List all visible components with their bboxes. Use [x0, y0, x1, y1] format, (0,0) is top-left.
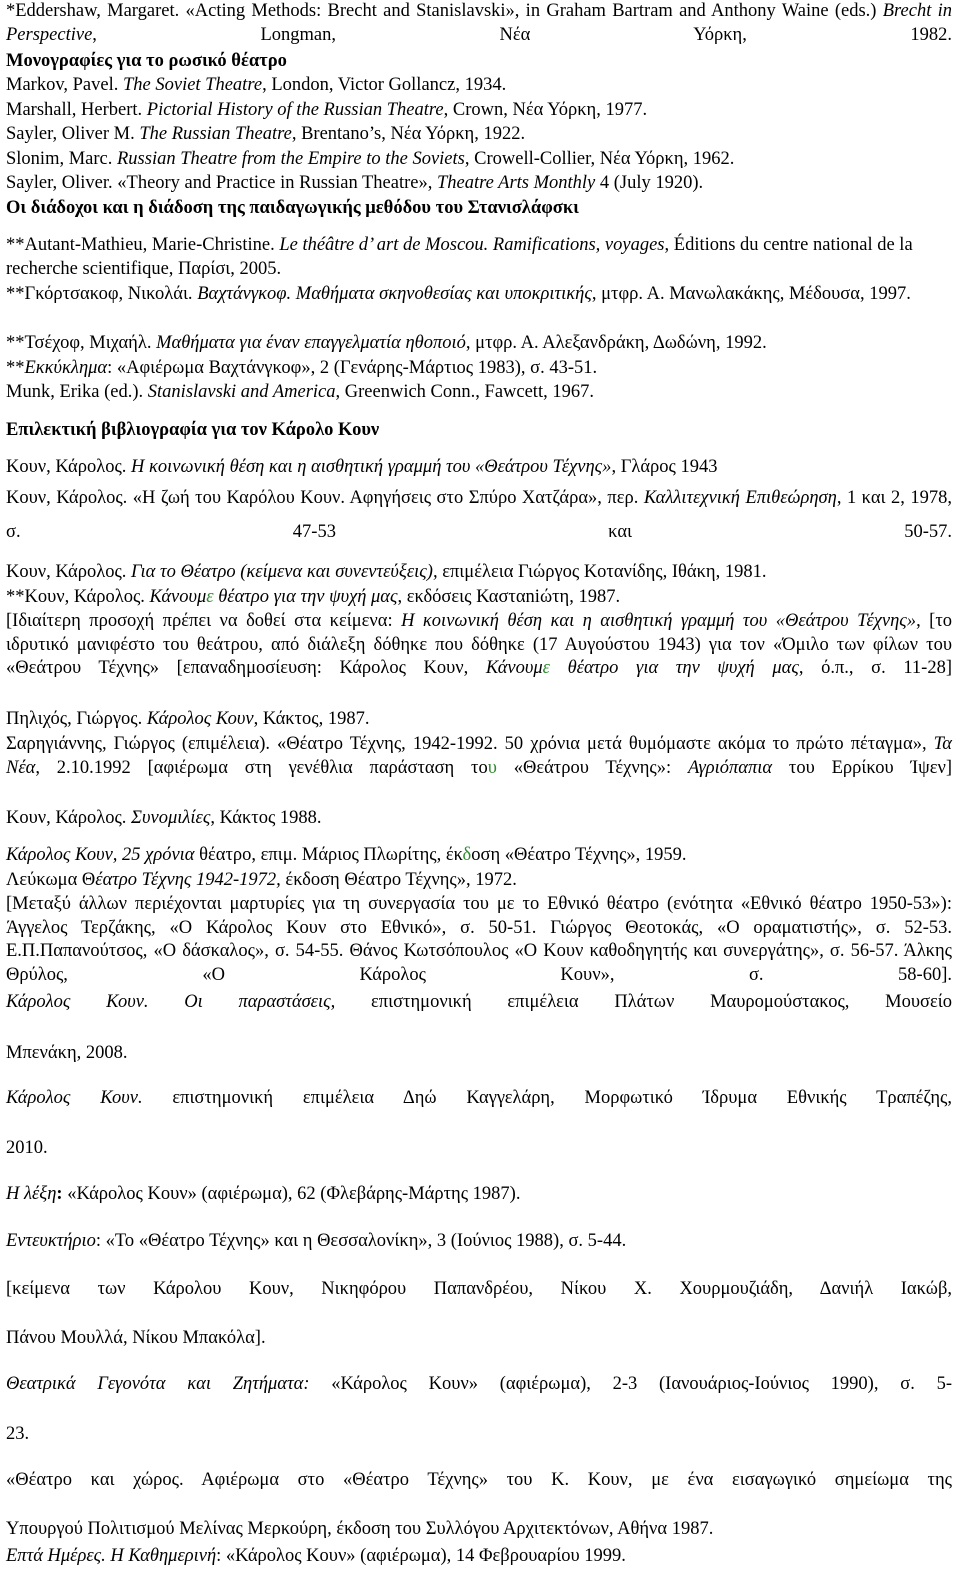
bib-entry-eddershaw: *Eddershaw, Margaret. «Acting Methods: Brecht and Stanislavski», in Graham Bartram and Anthony Waine (eds.) Brecht in Perspective, Longman, Νέα Υόρκη, 1982. [6, 1, 952, 45]
bib-entry-gorchakov: **Γκόρτσακοφ, Νικολάι. Βαχτάνγκοφ. Μαθήματα σκηνοθεσίας και υποκριτικής, μτφρ. Α. Μανωλακάκης, Μέδουσα, 1997. [6, 284, 911, 304]
section-heading-russian-theatre: Μονογραφίες για το ρωσικό θέατρο [6, 51, 287, 71]
bib-entry-performances: Κάρολος Κουν. Οι παραστάσεις, επιστημονική επιμέλεια Πλάτων Μαυρομούστακος, Μουσείο [6, 992, 952, 1012]
note-koun-texts: [Ιδιαίτερη προσοχή πρέπει να δοθεί στα κείμενα: Η κοινωνική θέση και η αισθητική γραμμή του «Θεάτρου Τέχνης», [το ιδρυτικό μανιφέστο του θεάτρου, από διάλεξη δόθηκε που δόθηκε (17 Αυγούστου 1943) για τον «Όμιλο των φίλων του «Θεάτρου Τέχνης» [επαναδημοσίευση: Κάρολος Κουν, Κάνουμε θέατρο για την ψυχή μας, ό.π., σ. 11-28] [6, 611, 952, 678]
bib-entry-pilichos: Πηλιχός, Γιώργος. Κάρολος Κουν, Κάκτος, 1987. [6, 709, 370, 729]
bib-entry-performances-cont: Μπενάκη, 2008. [6, 1043, 128, 1063]
bib-entry-koun-1987: **Κουν, Κάρολος. Κάνουμε θέατρο για την ψυχή μας, εκδόσεις Κασταniώτη, 1987. [6, 587, 621, 607]
bib-entry-koun-1988: Κουν, Κάρολος. Συνομιλίες, Κάκτος 1988. [6, 808, 322, 828]
bib-entry-epta-imeres: Επτά Ημέρες. Η Καθημερινή: «Κάρολος Κουν» (αφιέρωμα), 14 Φεβρουαρίου 1999. [6, 1546, 626, 1566]
bib-entry-sayler-1922: Sayler, Oliver M. The Russian Theatre, Brentano’s, Νέα Υόρκη, 1922. [6, 124, 526, 144]
note-national-theatre: [Μεταξύ άλλων περιέχονται μαρτυρίες για τη συνεργασία του με το Εθνικό θέατρο (ενότητα «Εθνικό θέατρο 1950-53»): Άγγελος Τερζάκης, «Ο Κάρολος Κουν στο Εθνικό», σ. 50-51. Γιώργος Θεοτοκάς, «Ο οραματιστής», σ. 52-53. Ε.Π.Παπανούτσος, «Ο δάσκαλος», σ. 54-55. Θάνος Κωτσόπουλος «Ο Κουν καθοδηγητής και συνεργάτης», σ. 56-57. Άλκης Θρύλος, «Ο Κάρολος Κουν», σ. 58-60]. [6, 894, 952, 985]
bib-entry-markov: Markov, Pavel. The Soviet Theatre, London, Victor Gollancz, 1934. [6, 75, 507, 95]
bib-entry-kaggelari: Κάρολος Κουν. επιστημονική επιμέλεια Δηώ Καγγελάρη, Μορφωτικό Ίδρυμα Εθνικής Τραπέζης, [6, 1088, 952, 1108]
note-enteuktirio-authors: [κείμενα των Κάρολου Κουν, Νικηφόρου Παπανδρέου, Νίκου Χ. Χουρμουζιάδη, Δανιήλ Ιακώβ, [6, 1279, 952, 1299]
section-heading-koun: Επιλεκτική βιβλιογραφία για τον Κάρολο Κουν [6, 420, 380, 440]
bib-entry-ekkyklima: **Εκκύκλημα: «Αφιέρωμα Βαχτάνγκοφ», 2 (Γενάρης-Μάρτιος 1983), σ. 43-51. [6, 358, 598, 378]
bib-entry-koun-1981: Κουν, Κάρολος. Για το Θέατρο (κείμενα και συνεντεύξεις), επιμέλεια Γιώργος Κοτανίδης, Ιθάκη, 1981. [6, 562, 767, 582]
bib-entry-slonim: Slonim, Marc. Russian Theatre from the Empire to the Soviets, Crowell-Collier, Νέα Υόρκη, 1962. [6, 149, 735, 169]
bib-entry-album: Λεύκωμα Θέατρο Τέχνης 1942-1972, έκδοση Θέατρο Τέχνης», 1972. [6, 870, 517, 890]
bib-entry-marshall: Marshall, Herbert. Pictorial History of the Russian Theatre, Crown, Νέα Υόρκη, 1977. [6, 100, 648, 120]
bib-entry-sarigiannis: Σαρηγιάννης, Γιώργος (επιμέλεια). «Θέατρο Τέχνης, 1942-1992. 50 χρόνια μετά θυμόμαστε ακόμα το πρώτο πέταγμα», Τα Νέα, 2.10.1992 [αφιέρωμα στη γενέθλια παράσταση του «Θεάτρου Τέχνης»: Αγριόπαπια του Ερρίκου Ίψεν] [6, 734, 952, 778]
bib-entry-theatro-kai-xoros: «Θέατρο και χώρος. Αφιέρωμα στο «Θέατρο Τέχνης» του Κ. Κουν, με ένα εισαγωγικό σημείωμα της [6, 1470, 952, 1490]
section-heading-successors: Οι διάδοχοι και η διάδοση της παιδαγωγικής μεθόδου του Στανισλάφσκι [6, 198, 579, 218]
bib-entry-25-years: Κάρολος Κουν, 25 χρόνια θέατρο, επιμ. Μάριος Πλωρίτης, έκδοση «Θέατρο Τέχνης», 1959. [6, 845, 687, 865]
bib-entry-theatrika-gegonota: Θεατρικά Γεγονότα και Ζητήματα: «Κάρολος Κουν» (αφιέρωμα), 2-3 (Ιανουάριος-Ιούνιος 1990), σ. 5- [6, 1374, 952, 1394]
bib-entry-munk: Munk, Erika (ed.). Stanislavski and America, Greenwich Conn., Fawcett, 1967. [6, 382, 594, 402]
bib-entry-sayler-1920: Sayler, Oliver. «Theory and Practice in Russian Theatre», Theatre Arts Monthly 4 (July 1920). [6, 173, 704, 193]
bib-entry-i-lexi: Η λέξη: «Κάρολος Κουν» (αφιέρωμα), 62 (Φλεβάρης-Μάρτης 1987). [6, 1184, 521, 1204]
bib-entry-chekhov: **Τσέχοφ, Μιχαήλ. Μαθήματα για έναν επαγγελματία ηθοποιό, μτφρ. Α. Αλεξανδράκη, Δωδώνη, 1992. [6, 333, 767, 353]
bib-entry-autant-mathieu: **Autant-Mathieu, Marie-Christine. Le théâtre d’ art de Moscou. Ramifications, voyages, Éditions du centre national de la recherche scientifique, Παρίσι, 2005. [6, 235, 913, 279]
bib-entry-enteuktirio: Εντευκτήριο: «Το «Θέατρο Τέχνης» και η Θεσσαλονίκη», 3 (Ιούνιος 1988), σ. 5-44. [6, 1231, 627, 1251]
bib-entry-theatro-kai-xoros-cont: Υπουργού Πολιτισμού Μελίνας Μερκούρη, έκδοση του Συλλόγου Αρχιτεκτόνων, Αθήνα 1987. [6, 1519, 714, 1539]
bib-entry-koun-1978: Κουν, Κάρολος. «Η ζωή του Καρόλου Κουν. Αφηγήσεις στο Σπύρο Χατζάρα», περ. Καλλιτεχνική Επιθεώρηση, 1 και 2, 1978, σ. 47-53 και 50-57. [6, 488, 952, 542]
bib-entry-kaggelari-cont: 2010. [6, 1138, 48, 1158]
bib-entry-theatrika-gegonota-cont: 23. [6, 1424, 30, 1444]
bib-entry-koun-1943: Κουν, Κάρολος. Η κοινωνική θέση και η αισθητική γραμμή του «Θεάτρου Τέχνης», Γλάρος 1943 [6, 457, 718, 477]
note-enteuktirio-authors-cont: Πάνου Μουλλά, Νίκου Μπακόλα]. [6, 1328, 266, 1348]
